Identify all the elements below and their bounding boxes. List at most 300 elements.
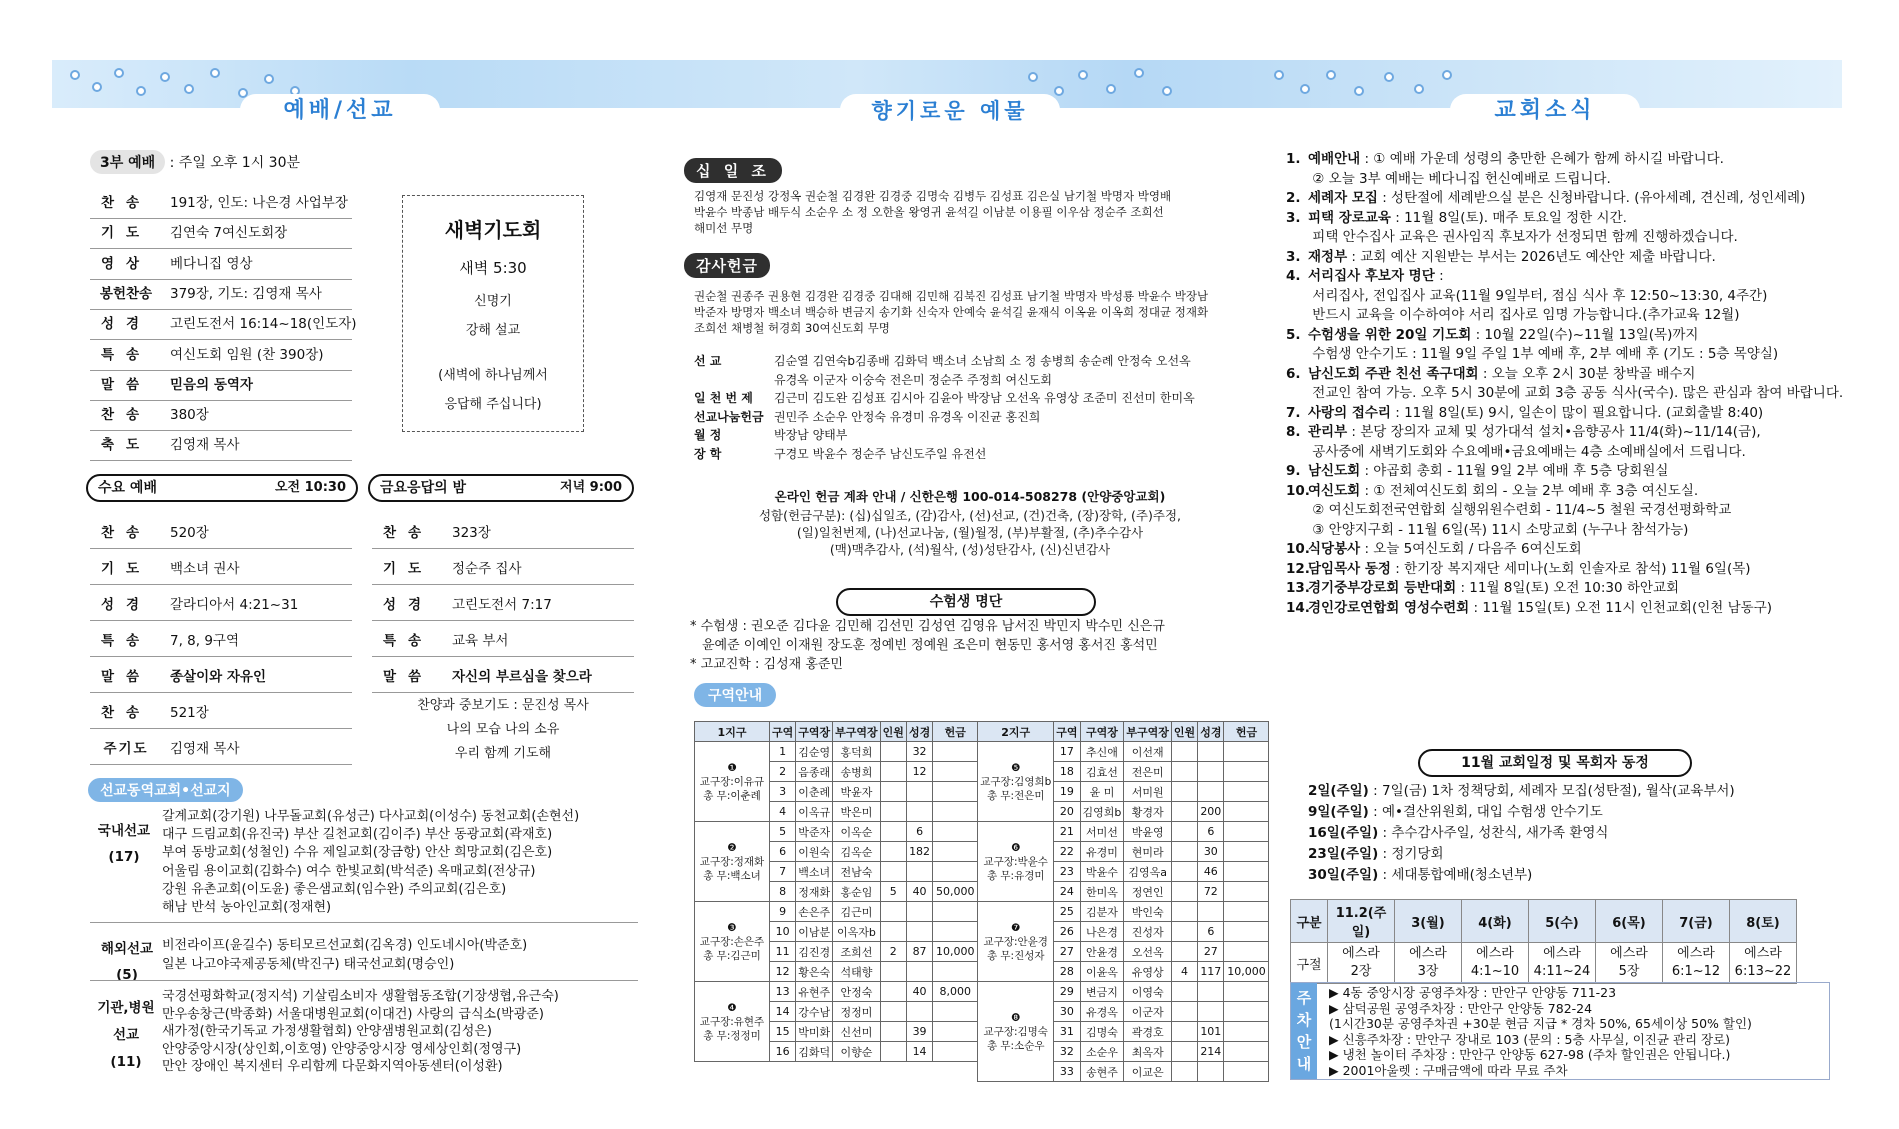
zone-cell: 39 xyxy=(906,1022,932,1042)
zone-cell: 전은미 xyxy=(1124,762,1172,782)
flower-decoration-right xyxy=(1262,60,1462,108)
fri-row xyxy=(372,626,634,657)
zone-cell xyxy=(1171,1022,1197,1042)
service3-label: 성경 xyxy=(100,316,152,333)
zone-secretary: 총 무:김근미 xyxy=(703,949,761,962)
schedule-item xyxy=(1308,823,1735,844)
cal-header-cell: 6(목) xyxy=(1596,900,1663,943)
zone-cell: 12 xyxy=(770,962,796,982)
zone-cell: 서미원 xyxy=(1124,782,1172,802)
zone-cell xyxy=(1198,1062,1224,1082)
wed-value: 521장 xyxy=(170,705,209,721)
wed-title: 수요 예배 xyxy=(98,480,157,496)
zone-cell xyxy=(1171,782,1197,802)
news-text: ② 여신도회전국연합회 실행위원수련회 - 11/4~5 철원 국경선평화학교 xyxy=(1308,502,1732,518)
zone-number: ❷ xyxy=(727,841,737,854)
news-item xyxy=(1286,150,1846,170)
tithe-list xyxy=(694,188,1171,236)
zone-cell: 40 xyxy=(906,882,932,902)
offering-value: 유경옥 이군자 이숭숙 전은미 정순주 주정희 여신도회 xyxy=(774,372,1052,387)
zone-cell xyxy=(1224,882,1269,902)
zone-cell: 2 xyxy=(880,942,906,962)
cal-chapter: 2장 xyxy=(1350,964,1372,979)
zone-leader: 교구장:손은주 xyxy=(699,935,765,948)
service3-title: 3부 예배 xyxy=(90,150,165,174)
schedule-item xyxy=(1308,865,1735,886)
schedule-text: : 추수감사주일, 성찬식, 새가족 환영식 xyxy=(1378,825,1609,841)
zone-cell xyxy=(1171,822,1197,842)
zone-cell: 박준자 xyxy=(796,822,833,842)
zone-table xyxy=(694,721,1269,1082)
zone-cell: 8 xyxy=(770,882,796,902)
wed-label: 성경 xyxy=(100,597,152,613)
exam-line2: 윤예준 이예인 이재원 장도훈 정예빈 정예원 조은미 현동민 홍서영 홍서진 홍석민 xyxy=(702,638,1158,653)
zone-cell: 9 xyxy=(770,902,796,922)
schedule-text: : 정기당회 xyxy=(1378,846,1444,862)
zone-leader-cell xyxy=(978,982,1054,1082)
cal-book: 에스라 xyxy=(1543,946,1581,961)
cal-header-cell: 11.2(주일) xyxy=(1328,900,1395,943)
zone-cell xyxy=(1224,982,1269,1002)
zone-cell: 이교은 xyxy=(1124,1062,1172,1082)
cal-book: 에스라 xyxy=(1610,946,1648,961)
zone-secretary: 총 무:유경미 xyxy=(986,869,1045,882)
zone-cell: 오선옥 xyxy=(1124,942,1172,962)
news-item xyxy=(1286,365,1846,385)
zone-cell: 1 xyxy=(770,742,796,762)
service3-row xyxy=(90,249,352,280)
zone-cell: 유현주 xyxy=(796,982,833,1002)
news-text: : 오늘 5여신도회 / 다음주 6여신도회 xyxy=(1360,541,1582,557)
schedule-item xyxy=(1308,844,1735,865)
news-number: 9. xyxy=(1286,463,1301,479)
dawn-line1: 신명기 xyxy=(474,294,512,309)
zone-cell xyxy=(933,902,978,922)
wed-time: 오전 10:30 xyxy=(274,480,346,495)
zone-cell: 음종래 xyxy=(796,762,833,782)
news-number: 4. xyxy=(1286,268,1301,284)
zone-secretary: 총 무:이춘례 xyxy=(703,789,761,802)
zone-cell: 홍순임 xyxy=(833,882,881,902)
news-item xyxy=(1286,384,1846,404)
news-text: ② 오늘 3부 예배는 베다니집 헌신예배로 드립니다. xyxy=(1308,170,1611,187)
zone-cell: 김효선 xyxy=(1080,762,1124,782)
online-title: 온라인 헌금 계좌 안내 / 신한은행 100-014-508278 (안양중앙교회) xyxy=(774,489,1166,504)
parking-line: (1시간30분 공영주차권 +30분 현금 지급 * 경차 50%, 65세이상 50% 할인) xyxy=(1329,1016,1752,1032)
zone-cell: 6 xyxy=(906,822,932,842)
zone-leader: 교구장:김영희b xyxy=(980,775,1052,788)
zone-cell: 15 xyxy=(770,1022,796,1042)
zone-cell: 27 xyxy=(1198,942,1224,962)
zone-row xyxy=(695,982,1269,1002)
zone-cell: 11 xyxy=(770,942,796,962)
fri-row xyxy=(372,554,634,585)
tithe-title: 십 일 조 xyxy=(684,158,782,183)
zone-cell xyxy=(933,922,978,942)
cal-header-cell: 3(월) xyxy=(1395,900,1462,943)
zone-cell: 변금지 xyxy=(1080,982,1124,1002)
news-subject: 식당봉사 xyxy=(1308,541,1361,557)
news-text: 수험생 안수기도 : 11월 9일 주일 1부 예배 후, 2부 예배 후 (기도 : 5층 목양실) xyxy=(1308,346,1779,362)
news-text: : ① 전체여신도회 회의 - 오늘 2부 예배 후 3층 여신도실. xyxy=(1360,482,1699,499)
fri-row xyxy=(372,518,634,549)
mission-domestic-label xyxy=(94,818,154,870)
fri-label: 성경 xyxy=(382,597,434,613)
zone-cell: 이옥순 xyxy=(833,822,881,842)
zone-cell xyxy=(1224,902,1269,922)
zone-cell xyxy=(1224,862,1269,882)
service3-value: 여신도회 임원 (찬 390장) xyxy=(170,346,324,363)
exam-line3: * 고교진학 : 김성재 홍준민 xyxy=(690,657,843,672)
cal-header-cell: 7(금) xyxy=(1663,900,1730,943)
zone-header-cell: 구역장 xyxy=(1080,722,1124,742)
offerings-list xyxy=(694,352,1195,463)
service3-label: 영상 xyxy=(100,255,152,272)
zone-cell: 10,000 xyxy=(1224,962,1269,982)
service3-row xyxy=(90,279,352,310)
zone-header-cell: 헌금 xyxy=(933,722,978,742)
fri-title: 금요응답의 밤 xyxy=(380,480,467,496)
schedule-date: 23일(주일) xyxy=(1308,846,1379,862)
zone-cell xyxy=(1224,1062,1269,1082)
zone-cell xyxy=(1198,762,1224,782)
zone-secretary: 총 무:백소녀 xyxy=(703,869,761,882)
zone-cell: 13 xyxy=(770,982,796,1002)
zone-cell xyxy=(906,922,932,942)
zone-cell: 한미옥 xyxy=(1080,882,1124,902)
zone-cell: 박윤수 xyxy=(1080,862,1124,882)
zone-cell xyxy=(1171,1042,1197,1062)
zone-cell xyxy=(1171,762,1197,782)
exam-list xyxy=(690,617,1165,674)
mission-divider-2 xyxy=(90,980,638,981)
fri-praise-line2: 나의 모습 나의 소유 xyxy=(446,722,560,737)
news-subject: 세례자 모집 xyxy=(1308,190,1378,206)
zone-cell: 전남숙 xyxy=(833,862,881,882)
cal-chapter: 5장 xyxy=(1618,964,1640,979)
domestic-line: 부여 동방교회(성철인) 수유 제일교회(장금항) 안산 희망교회(김은호) xyxy=(162,845,553,861)
cal-cell xyxy=(1663,943,1730,984)
parking-lines xyxy=(1329,985,1752,1079)
domestic-line: 어울림 용이교회(김화수) 여수 한빛교회(박석준) 옥매교회(전상규) xyxy=(162,863,536,879)
inst-line: 새가정(한국기독교 가정생활협회) 안양샘병원교회(김성은) xyxy=(162,1024,492,1040)
zone-number: ❹ xyxy=(727,1001,737,1014)
cal-cell xyxy=(1328,943,1395,984)
news-number: 14. xyxy=(1286,599,1310,616)
zone-cell xyxy=(933,862,978,882)
zone-header-cell: 2지구 xyxy=(978,722,1054,742)
thanks-line: 박준자 방명자 백소녀 백승하 변금지 송기화 신숙자 안예숙 윤석길 윤재식 이옥윤 이옥희 정대균 정재화 xyxy=(694,305,1209,319)
banner-title-news: 교회소식 xyxy=(1450,94,1640,128)
zone-cell: 조희선 xyxy=(833,942,881,962)
zone-leader: 교구장:박윤수 xyxy=(983,855,1048,868)
zone-cell xyxy=(1171,882,1197,902)
service3-value: 379장, 기도: 김영재 목사 xyxy=(170,285,322,302)
news-text: 서리집사, 전입집사 교육(11월 9일부터, 점심 식사 후 12:50~13:30, 4주간) xyxy=(1308,287,1768,304)
schedule-list xyxy=(1308,781,1735,886)
zone-cell xyxy=(880,782,906,802)
zone-cell: 이군자 xyxy=(1124,1002,1172,1022)
zone-header-cell: 부구역장 xyxy=(1124,722,1172,742)
cal-book: 에스라 xyxy=(1476,946,1514,961)
news-number: 10. xyxy=(1286,541,1310,557)
service3-time: : 주일 오후 1시 30분 xyxy=(169,155,301,171)
zone-cell: 이원숙 xyxy=(796,842,833,862)
service3-value: 베다니집 영상 xyxy=(170,255,253,272)
offering-value: 권민주 소순우 안정숙 유경미 유경옥 이진균 홍진희 xyxy=(774,409,1041,424)
zone-cell: 23 xyxy=(1054,862,1080,882)
zone-cell: 4 xyxy=(1171,962,1197,982)
zone-cell: 2 xyxy=(770,762,796,782)
parking-side-label xyxy=(1291,983,1317,1079)
zone-cell: 6 xyxy=(1198,922,1224,942)
parking-line: ▶ 냉천 놀이터 주차장 : 만안구 안양동 627-98 (주차 할인권은 안됩니다.) xyxy=(1329,1047,1731,1063)
service3-label: 봉헌찬송 xyxy=(99,285,153,302)
offering-label: 일 천 번 제 xyxy=(694,391,753,405)
zone-cell xyxy=(906,962,932,982)
zone-cell: 33 xyxy=(1054,1062,1080,1082)
schedule-title: 11월 교회일정 및 목회자 동정 xyxy=(1418,749,1692,777)
cal-book: 에스라 xyxy=(1342,946,1380,961)
fri-value: 정순주 집사 xyxy=(452,561,522,577)
service3-label: 찬송 xyxy=(100,195,152,211)
zone-cell: 6 xyxy=(1198,822,1224,842)
zone-cell: 16 xyxy=(770,1042,796,1062)
news-text: 공사중에 새벽기도회와 수요예배•금요예배는 4층 소예배실에서 드립니다. xyxy=(1308,443,1746,460)
zone-cell: 28 xyxy=(1054,962,1080,982)
zone-cell xyxy=(933,782,978,802)
zone-leader: 교구장:이유규 xyxy=(699,775,765,788)
cal-row-label: 구절 xyxy=(1291,943,1328,984)
wed-value: 갈라디아서 4:21~31 xyxy=(170,597,299,613)
zone-secretary: 총 무:진성자 xyxy=(986,949,1045,962)
inst-label2: 선교 xyxy=(112,1027,140,1043)
zone-cell: 10 xyxy=(770,922,796,942)
zone-cell: 홍덕희 xyxy=(833,742,881,762)
zone-cell xyxy=(933,1042,978,1062)
zone-cell: 3 xyxy=(770,782,796,802)
service3-value: 김연숙 7여신도회장 xyxy=(170,225,288,242)
offering-row xyxy=(694,371,1195,390)
zone-cell: 윤 미 xyxy=(1080,782,1124,802)
zone-cell: 72 xyxy=(1198,882,1224,902)
news-item xyxy=(1286,267,1846,287)
zone-cell: 26 xyxy=(1054,922,1080,942)
zone-cell: 유경옥 xyxy=(1080,1002,1124,1022)
zone-cell: 박미화 xyxy=(796,1022,833,1042)
cal-header-cell: 4(화) xyxy=(1462,900,1529,943)
zone-cell: 정정미 xyxy=(833,1002,881,1022)
wed-row xyxy=(90,626,352,657)
zone-cell xyxy=(906,802,932,822)
zone-cell xyxy=(906,782,932,802)
news-subject: 관리부 xyxy=(1308,424,1348,440)
cal-chapter: 4:1~10 xyxy=(1470,964,1520,979)
cal-book: 에스라 xyxy=(1677,946,1715,961)
zone-cell xyxy=(1198,1002,1224,1022)
dawn-line2: 강해 설교 xyxy=(465,323,521,338)
zone-cell: 김순영 xyxy=(796,742,833,762)
zone-cell xyxy=(1224,822,1269,842)
offering-label: 장 학 xyxy=(694,446,722,461)
news-subject: 수험생을 위한 20일 기도회 xyxy=(1308,326,1472,343)
zone-header-cell: 성경 xyxy=(906,722,932,742)
tithe-line: 김영재 문진성 강정옥 권순철 김경완 김경중 김명숙 김병두 김성표 김은실 남기철 박명자 박영배 xyxy=(694,189,1172,203)
news-subject: 경기중부강로회 등반대회 xyxy=(1308,580,1457,596)
zone-cell: 27 xyxy=(1054,942,1080,962)
news-item xyxy=(1286,423,1846,443)
cal-chapter: 4:11~24 xyxy=(1533,964,1591,979)
zone-cell: 김명숙 xyxy=(1080,1022,1124,1042)
service3-label: 특송 xyxy=(100,346,152,363)
zone-cell xyxy=(880,822,906,842)
zone-header-cell: 부구역장 xyxy=(833,722,881,742)
news-subject: 예배안내 xyxy=(1308,151,1361,167)
zone-header-cell: 헌금 xyxy=(1224,722,1269,742)
thanks-list xyxy=(694,288,1208,336)
zone-cell: 송병희 xyxy=(833,762,881,782)
news-number: 13. xyxy=(1286,580,1310,596)
zone-cell: 30 xyxy=(1054,1002,1080,1022)
zone-header-row xyxy=(695,722,1269,742)
mission-domestic-list xyxy=(162,808,579,917)
zone-cell: 7 xyxy=(770,862,796,882)
news-number: 10. xyxy=(1286,482,1310,499)
news-item xyxy=(1286,248,1846,268)
mission-overseas-list xyxy=(162,937,527,974)
zone-cell: 14 xyxy=(770,1002,796,1022)
news-item xyxy=(1286,345,1846,365)
zone-cell: 석태향 xyxy=(833,962,881,982)
schedule-item xyxy=(1308,802,1735,823)
zone-cell: 김영희b xyxy=(1080,802,1124,822)
wed-label: 찬송 xyxy=(100,705,152,721)
news-subject: 피택 장로교육 xyxy=(1308,209,1391,226)
zone-cell: 황경자 xyxy=(1124,802,1172,822)
news-text: ③ 안양지구회 - 11월 6일(목) 11시 소망교회 (누구나 참석가능) xyxy=(1308,521,1689,538)
inst-line: 국경선평화학교(정지석) 기살림소비자 생활협동조합(기장생협,유근숙) xyxy=(162,989,559,1004)
online-line2: (일)일천번제, (나)선교나눔, (월)월정, (부)부활절, (추)추수감사 xyxy=(796,525,1144,540)
online-line3: (맥)맥추감사, (석)월삭, (성)성탄감사, (신)신년감사 xyxy=(829,542,1111,557)
zone-cell xyxy=(1171,942,1197,962)
zone-cell: 이옥자b xyxy=(833,922,881,942)
service3-value: 고린도전서 16:14~18(인도자) xyxy=(170,316,357,333)
zone-header-cell: 성경 xyxy=(1198,722,1224,742)
zone-cell: 유경미 xyxy=(1080,842,1124,862)
service3-label: 말씀 xyxy=(100,376,152,393)
service3-row xyxy=(90,188,352,219)
zone-cell xyxy=(1171,842,1197,862)
zone-number: ❼ xyxy=(1011,921,1021,934)
zone-cell xyxy=(1198,902,1224,922)
zone-cell xyxy=(1171,1062,1197,1082)
parking-side-char: 주 xyxy=(1296,989,1312,1007)
parking-side-char: 내 xyxy=(1296,1055,1312,1073)
parking-box xyxy=(1290,982,1830,1080)
service3-value: 191장, 인도: 나은경 사업부장 xyxy=(170,195,348,211)
zone-cell: 유영상 xyxy=(1124,962,1172,982)
exam-line1: * 수험생 : 권오준 김다윤 김민해 김선민 김성연 김영유 남서진 박민지 박수민 신은규 xyxy=(690,619,1165,634)
zone-secretary: 총 무:정정미 xyxy=(703,1029,761,1042)
parking-line: ▶ 신흥주차장 : 만안구 장내로 103 (문의 : 5층 사무실, 이진균 관리 장로) xyxy=(1329,1031,1731,1047)
zone-leader-cell xyxy=(695,742,770,822)
zone-cell: 서미선 xyxy=(1080,822,1124,842)
zone-number: ❻ xyxy=(1011,841,1021,854)
zone-cell: 5 xyxy=(770,822,796,842)
news-item xyxy=(1286,170,1846,190)
inst-label1: 기관,병원 xyxy=(97,1000,155,1016)
cal-header-cell: 5(수) xyxy=(1529,900,1596,943)
zone-cell xyxy=(880,902,906,922)
cal-header-cell: 구분 xyxy=(1291,900,1328,943)
news-number: 3. xyxy=(1286,209,1301,226)
inst-line: 만우송창근(박종화) 서울대병원교회(이대건) 사랑의 급식소(박광준) xyxy=(162,1006,544,1022)
zone-cell xyxy=(1171,982,1197,1002)
zone-cell xyxy=(880,802,906,822)
cal-cell xyxy=(1529,943,1596,984)
wed-label: 특송 xyxy=(100,633,152,649)
service3-heading xyxy=(90,150,300,174)
service3-row xyxy=(90,400,352,431)
zone-cell xyxy=(1171,922,1197,942)
zone-cell: 6 xyxy=(770,842,796,862)
zone-cell: 19 xyxy=(1054,782,1080,802)
zone-cell: 추신애 xyxy=(1080,742,1124,762)
zone-cell: 50,000 xyxy=(933,882,978,902)
offering-value: 김순열 김연숙b김종배 김화덕 백소녀 소남희 소 정 송병희 송순례 안정숙 오선옥 xyxy=(774,354,1191,368)
fri-praise-line3: 우리 함께 기도해 xyxy=(454,746,552,761)
mission-inst-label xyxy=(92,995,160,1076)
news-text: : 11월 8일(토). 매주 토요일 정한 시간. xyxy=(1390,209,1627,226)
zone-cell xyxy=(880,1002,906,1022)
inst-count: (11) xyxy=(110,1054,142,1070)
banner-title-worship: 예배/선교 xyxy=(240,94,440,128)
zone-header-cell: 인원 xyxy=(880,722,906,742)
cal-chapter: 6:13~22 xyxy=(1734,964,1792,979)
schedule-text: : 세대통합예배(청소년부) xyxy=(1378,867,1533,883)
parking-line: ▶ 삼덕공원 공영주차장 : 만안구 안양동 782-24 xyxy=(1329,1000,1593,1016)
news-number: 12. xyxy=(1286,560,1310,577)
zone-cell: 29 xyxy=(1054,982,1080,1002)
domestic-label: 국내선교 xyxy=(97,823,151,839)
zone-cell: 17 xyxy=(1054,742,1080,762)
bible-reading-table xyxy=(1290,899,1797,984)
domestic-line: 대구 드림교회(유진국) 부산 길천교회(김이주) 부산 동광교회(곽재호) xyxy=(162,827,553,843)
dawn-prayer-box xyxy=(402,195,584,432)
online-giving xyxy=(690,488,1250,558)
zone-title: 구역안내 xyxy=(694,683,776,707)
service3-row xyxy=(90,340,352,371)
parking-side-char: 차 xyxy=(1296,1011,1312,1029)
zone-cell: 32 xyxy=(1054,1042,1080,1062)
news-text: : 11월 8일(토) 9시, 일손이 많이 필요합니다. (교회출발 8:40) xyxy=(1390,404,1764,421)
fri-praise-line1: 찬양과 중보기도 : 문진성 목사 xyxy=(417,698,589,713)
zone-cell: 현미라 xyxy=(1124,842,1172,862)
schedule-date: 9일(주일) xyxy=(1308,804,1369,820)
news-text: 피택 안수집사 교육은 권사임직 후보자가 선정되면 함께 진행하겠습니다. xyxy=(1308,229,1738,245)
zone-cell xyxy=(880,922,906,942)
schedule-text: : 7일(금) 1차 정책당회, 세례자 모집(성탄절), 월삭(교육부서) xyxy=(1368,783,1735,799)
zone-leader: 교구장:김명숙 xyxy=(983,1025,1048,1038)
zone-cell: 이영숙 xyxy=(1124,982,1172,1002)
service3-label: 기도 xyxy=(100,225,152,242)
news-item xyxy=(1286,443,1846,463)
zone-cell xyxy=(933,1022,978,1042)
news-item xyxy=(1286,228,1846,248)
zone-cell xyxy=(880,982,906,1002)
zone-cell: 182 xyxy=(906,842,932,862)
zone-cell: 46 xyxy=(1198,862,1224,882)
